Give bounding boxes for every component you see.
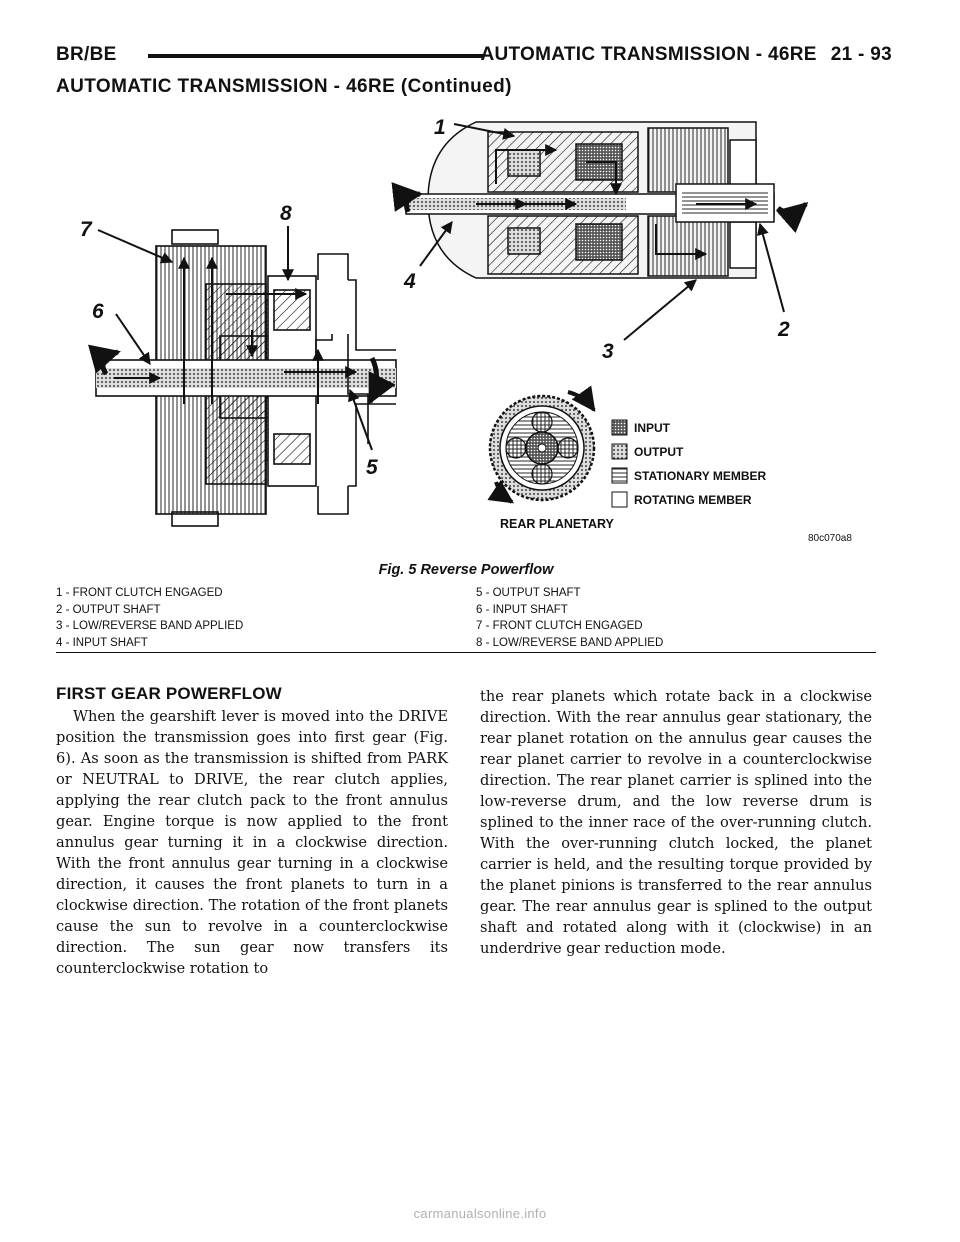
body-paragraph-right: the rear planets which rotate back in a clockwise direction. With the rear annulus gear stationary, the rear planet rotation on the annulus gear causes the rear planet carrier to revolve in a counterclockwise direction. The rear planet carrier is splined into the low-reverse drum, and the low reverse drum is splined to the inner race of the over-running clutch. With the over-running clutch locked, the planet carrier is held, and the resulting torque provided by the planet pinions is transferred to the rear annulus gear. The rear annulus gear is splined to the output shaft and rotated along with it (clockwise) in an underdrive gear reduction mode.	[480, 688, 872, 957]
callout-1: 1	[434, 116, 446, 139]
callout-6: 6	[92, 300, 104, 323]
legend-swatch-rotating	[612, 492, 627, 507]
body-paragraph-left: When the gearshift lever is moved into the DRIVE position the transmission goes into first gear (Fig. 6). As soon as the transmission is shifted from PARK or NEUTRAL to DRIVE, the rear clutch applies, applying the rear clutch pack to the front annulus gear. Engine torque is now applied to the front annulus gear turning it in a clockwise direction. With the front annulus gear turning in a clockwise direction, it causes the front planets to turn in a clockwise direction. The rotation of the front planets cause the sun to revolve in a counterclockwise direction. The sun gear now transfers its counterclockwise rotation to	[56, 708, 448, 977]
planetary-label: REAR PLANETARY	[500, 517, 614, 531]
header-right	[480, 44, 892, 66]
header-section-title: AUTOMATIC TRANSMISSION - 46RE	[480, 44, 817, 65]
callout-8: 8	[280, 202, 292, 225]
parts-left-column	[56, 585, 476, 651]
part-8: 8 - LOW/REVERSE BAND APPLIED	[476, 636, 664, 649]
figure-parts-legend	[56, 585, 876, 653]
part-1: 1 - FRONT CLUTCH ENGAGED	[56, 587, 223, 599]
part-5: 5 - OUTPUT SHAFT	[476, 587, 581, 599]
legend-label-output: OUTPUT	[634, 445, 684, 459]
header-page-number: 21 - 93	[830, 44, 892, 65]
part-7: 7 - FRONT CLUTCH ENGAGED	[476, 620, 643, 632]
callout-2: 2	[778, 318, 790, 341]
legend-label-stationary: STATIONARY MEMBER	[634, 469, 767, 483]
section-title: AUTOMATIC TRANSMISSION - 46RE (Continued)	[56, 76, 512, 97]
callout-4: 4	[404, 270, 416, 293]
legend-swatch-stationary	[612, 468, 627, 483]
rear-planetary-gear	[490, 396, 594, 500]
legend-swatch-output	[612, 444, 627, 459]
part-4: 4 - INPUT SHAFT	[56, 636, 148, 649]
body-left-column	[56, 706, 448, 979]
part-6: 6 - INPUT SHAFT	[476, 603, 568, 616]
callout-5: 5	[366, 456, 378, 479]
reverse-powerflow-figure	[56, 104, 876, 560]
transmission-cutaway	[406, 122, 774, 278]
body-right-column	[480, 686, 872, 959]
figure-legend	[612, 420, 767, 507]
body-heading: FIRST GEAR POWERFLOW	[56, 684, 282, 703]
figure-code: 80c070a8	[808, 533, 852, 544]
part-3: 3 - LOW/REVERSE BAND APPLIED	[56, 620, 244, 632]
watermark: carmanualsonline.info	[413, 1206, 547, 1221]
header-rule	[148, 54, 484, 58]
legend-label-rotating: ROTATING MEMBER	[634, 493, 752, 507]
legend-swatch-input	[612, 420, 627, 435]
cutaway-output-rotation-icon	[778, 204, 806, 212]
callout-3: 3	[602, 340, 614, 363]
part-2: 2 - OUTPUT SHAFT	[56, 603, 161, 616]
header-manual-code: BR/BE	[56, 44, 117, 65]
callout-7: 7	[80, 218, 92, 241]
parts-right-column	[476, 585, 876, 651]
figure-caption: Fig. 5 Reverse Powerflow	[378, 562, 554, 578]
legend-label-input: INPUT	[634, 421, 670, 435]
